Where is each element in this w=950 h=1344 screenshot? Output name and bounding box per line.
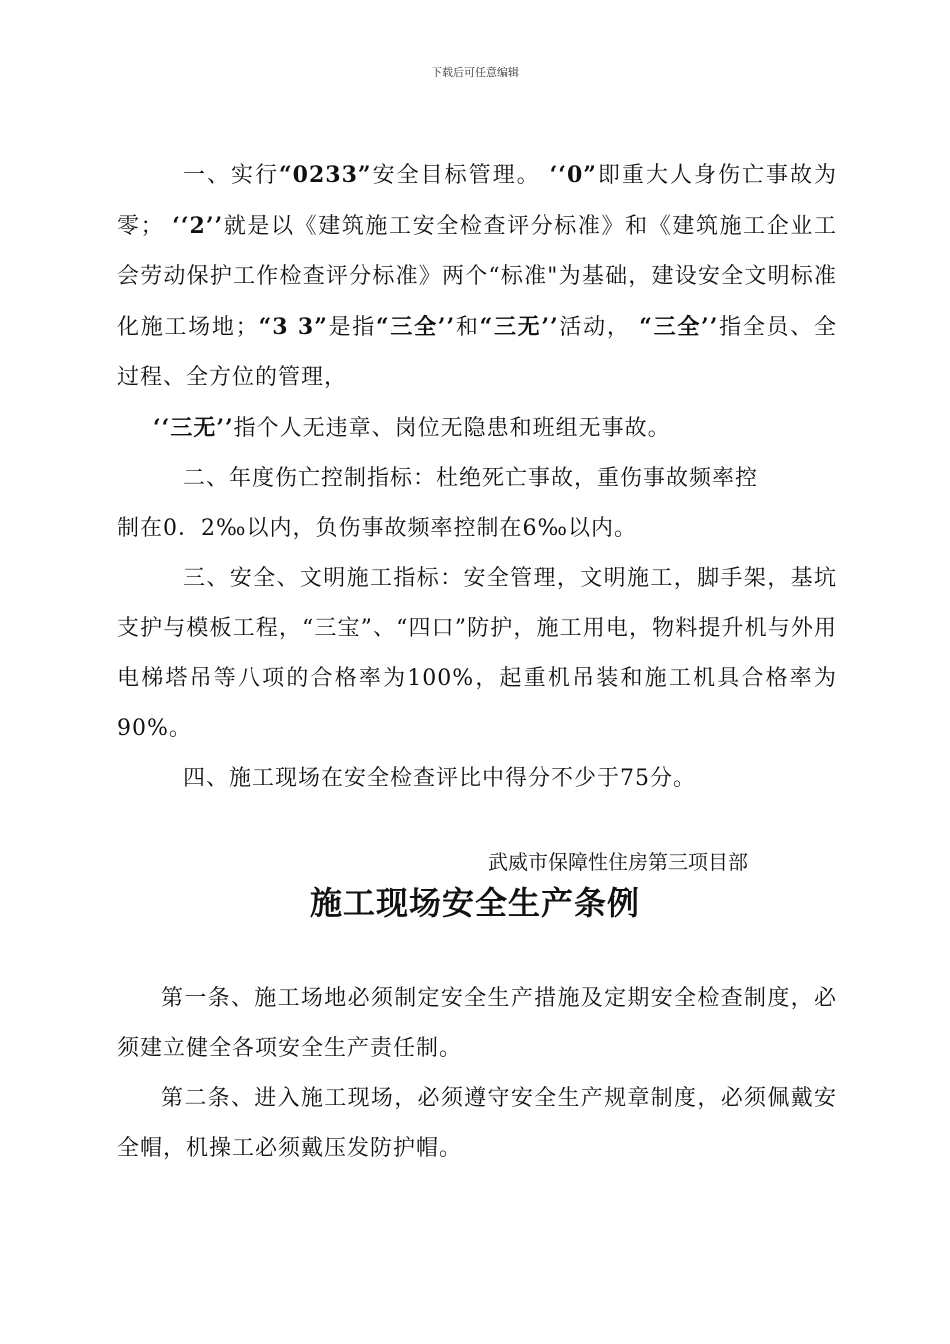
article-2: 第二条、进入施工现场，必须遵守安全生产规章制度，必须佩戴安全帽，机操工必须戴压发防护帽。: [117, 1086, 837, 1161]
bold-run: “三全’’: [376, 314, 456, 340]
text-line: 二、年度伤亡控制指标：杜绝死亡事故，重伤事故频率控: [183, 466, 759, 491]
text-run: 活动，: [558, 315, 640, 340]
page-header: 下载后可任意编辑: [431, 66, 519, 79]
bold-run: ‘‘三无’’: [153, 415, 234, 441]
text-run: 就是以《建筑施工安全检查评分标准》和《建筑施工企业工会劳动保护工作检查评分标准》两个“标准"为基础，建设安全文明标准化施工场地；: [117, 214, 837, 340]
line-indent: [117, 416, 153, 441]
paragraph-inspection-score: 四、施工现场在安全检查评比中得分不少于75分。: [183, 766, 696, 791]
text-run: 安全目标管理。: [371, 163, 550, 188]
paragraph-0233: [117, 150, 837, 454]
text-run: 指全员、全过程、全方位的管理，: [117, 315, 837, 390]
article-1: 第一条、施工场地必须制定安全生产措施及定期安全检查制度，必须建立健全各项安全生产责任制。: [117, 986, 837, 1061]
text-run: 即重大人身伤亡事故为零；: [117, 163, 837, 239]
paragraph-injury-targets: [117, 454, 837, 554]
text-run: 是指: [327, 315, 377, 340]
text-run: 和: [455, 315, 480, 340]
bold-run: “3 3”: [258, 314, 328, 340]
signature: 武威市保障性住房第三项目部: [488, 850, 748, 874]
document-title: 施工现场安全生产条例: [309, 884, 640, 922]
target-section: [117, 150, 837, 804]
bold-run: ‘‘2’’: [172, 213, 224, 239]
text-run: 一、实行: [183, 163, 280, 188]
paragraph-civilized-construction: 三、安全、文明施工指标：安全管理，文明施工，脚手架，基坑支护与模板工程，“三宝”、“四口”防护，施工用电，物料提升机与外用电梯塔吊等八项的合格率为100%，起重机吊装和施工机具合格率为90%。: [117, 566, 837, 741]
bold-run: “三全’’: [639, 314, 719, 340]
regulations-section: [117, 974, 837, 1174]
text-run: 指个人无违章、岗位无隐患和班组无事故。: [233, 416, 671, 441]
text-line: 制在0．2‰以内，负伤事故频率控制在6‰以内。: [117, 516, 638, 541]
bold-run: ‘‘0”: [549, 162, 597, 188]
bold-run: “0233”: [279, 162, 372, 188]
bold-run: “三无’’: [479, 314, 559, 340]
